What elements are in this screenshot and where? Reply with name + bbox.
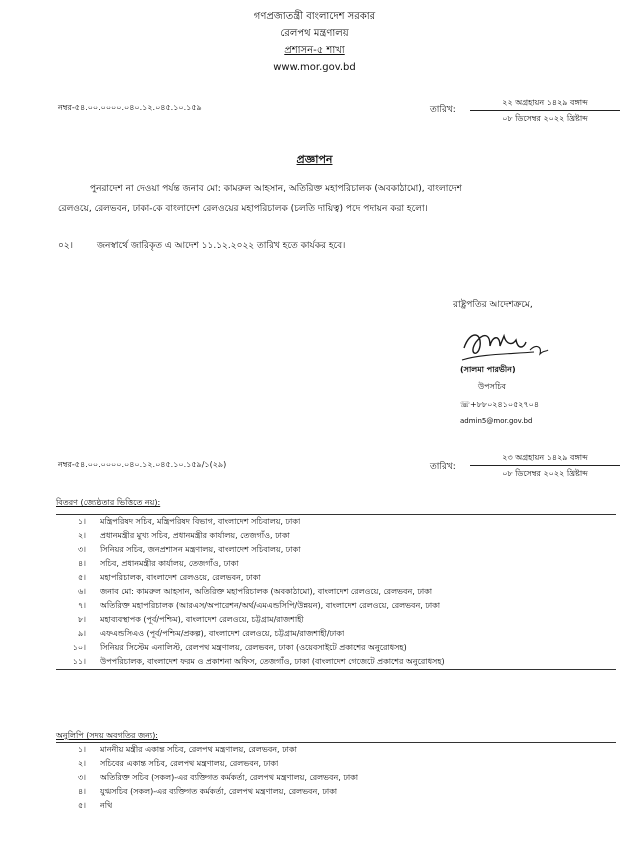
signatory-phone: ☏+৮৮০২৪১০৫২৭০৪ <box>460 400 540 409</box>
memo-date <box>470 97 620 124</box>
date-english-2: ০৮ ডিসেম্বর ২০২২ খ্রিষ্টাব্দ <box>470 465 620 479</box>
distribution-item <box>56 655 616 669</box>
distribution-item-text: প্রধানমন্ত্রীর মুখ্য সচিব, প্রধানমন্ত্রীর কার্যালয়, তেজগাঁও, ঢাকা <box>100 530 290 540</box>
distribution-item-number: ১। <box>77 516 86 526</box>
copy-item-number: ৩। <box>77 772 86 782</box>
distribution-item-text: মহাব্যবস্থাপক (পূর্ব/পশ্চিম), বাংলাদেশ রেলওয়ে, চট্টগ্রাম/রাজশাহী <box>100 614 304 624</box>
section-name: প্রশাসন-৫ শাখা <box>284 45 345 56</box>
distribution-item-number: ৫। <box>77 572 86 582</box>
signatory-name: (সালমা পারভীন) <box>460 365 516 374</box>
copy-item-text: যুগ্মসচিব (সকল)-এর ব্যক্তিগত কর্মকর্তা, রেলপথ মন্ত্রণালয়, রেলভবন, ঢাকা <box>100 786 338 796</box>
distribution-item <box>56 599 616 613</box>
distribution-item <box>56 529 616 543</box>
distribution-item <box>56 613 616 627</box>
copy-item-text: সচিবের একান্ত সচিব, রেলপথ মন্ত্রণালয়, রেলভবন, ঢাকা <box>100 758 279 768</box>
distribution-item <box>56 515 616 529</box>
memo-number: নম্বর-৫৪.০০.০০০০.০৪০.১২.০৪৫.১০.১৫৯ <box>58 103 202 112</box>
copy-item-text: অতিরিক্ত সচিব (সকল)-এর ব্যক্তিগত কর্মকর্তা, রেলপথ মন্ত্রণালয়, রেলভবন, ঢাকা <box>100 772 359 782</box>
copy-item <box>56 757 616 771</box>
body-para1-line1: পুনরাদেশ না দেওয়া পর্যন্ত জনাব মো: কামরুল আহসান, অতিরিক্ত মহাপরিচালক (অবকাঠামো), বাংলাদেশ <box>90 184 462 194</box>
copy-item <box>56 743 616 757</box>
distribution-item <box>56 585 616 599</box>
distribution-item-number: ৭। <box>77 600 86 610</box>
body-para2-number: ০২। <box>58 241 73 251</box>
date-label-2: তারিখ: <box>430 462 456 472</box>
distribution-item-text: সিনিয়র সিস্টেম এনালিস্ট, রেলপথ মন্ত্রণালয়, রেলভবন, ঢাকা (ওয়েবসাইটে প্রকাশের অনুরোধসহ) <box>100 642 407 652</box>
distribution-item <box>56 557 616 571</box>
distribution-item-number: ৪। <box>77 558 86 568</box>
distribution-item <box>56 543 616 557</box>
distribution-item-text: অতিরিক্ত মহাপরিচালক (আরএস/অপারেশন/অর্থ/এমএন্ডসিপি/উন্নয়ন), বাংলাদেশ রেলওয়ে, রেলভবন, ঢাকা <box>100 600 441 610</box>
date-label: তারিখ: <box>430 105 456 115</box>
copy-item <box>56 785 616 799</box>
date-english: ০৮ ডিসেম্বর ২০২২ খ্রিষ্টাব্দ <box>470 110 620 124</box>
copy-item <box>56 771 616 785</box>
copy-item-number: ২। <box>77 758 86 768</box>
body-para1-line2: রেলওয়ে, রেলভবন, ঢাকা-কে বাংলাদেশ রেলওয়ের মহাপরিচালক (চলতি দায়িত্ব) পদে পদায়ন করা হলো। <box>58 204 428 214</box>
distribution-item-number: ১১। <box>72 656 86 666</box>
distribution-item-number: ৯। <box>77 628 86 638</box>
website: www.mor.gov.bd <box>273 62 356 73</box>
signatory-designation: উপসচিব <box>478 382 507 391</box>
distribution-item-text: সচিব, প্রধানমন্ত্রীর কার্যালয়, তেজগাঁও, ঢাকা <box>100 558 239 568</box>
date-bangla: ২২ অগ্রহায়ন ১৪২৯ বঙ্গাব্দ <box>502 98 588 107</box>
copy-item <box>56 799 616 813</box>
distribution-item-text: মহাপরিচালক, বাংলাদেশ রেলওয়ে, রেলভবন, ঢাকা <box>100 572 261 582</box>
divider <box>56 669 616 670</box>
distribution-item-text: সিনিয়র সচিব, জনপ্রশাসন মন্ত্রণালয়, বাংলাদেশ সচিবালয়, ঢাকা <box>100 544 301 554</box>
distribution-item <box>56 627 616 641</box>
copy-item-number: ৫। <box>77 800 86 810</box>
copy-item-text: নথি <box>100 800 113 810</box>
copy-item-number: ৪। <box>77 786 86 796</box>
copies-rows <box>56 743 616 813</box>
distribution-item-text: মন্ত্রিপরিষদ সচিব, মন্ত্রিপরিষদ বিভাগ, বাংলাদেশ সচিবালয়, ঢাকা <box>100 516 301 526</box>
distribution-item-text: এফএন্ডসিএও (পূর্ব/পশ্চিম/প্রকল্প), বাংলাদেশ রেলওয়ে, চট্টগ্রাম/রাজশাহী/ঢাকা <box>100 628 345 638</box>
distribution-item-number: ৮। <box>77 614 86 624</box>
memo-number-2: নম্বর-৫৪.০০.০০০০.০৪০.১২.০৪৫.১০.১৫৯/১(২৯) <box>58 460 227 469</box>
memo-date-2 <box>470 452 620 479</box>
distribution-item <box>56 571 616 585</box>
distribution-item-number: ২। <box>77 530 86 540</box>
distribution-item-text: জনাব মো: কামরুল আহসান, অতিরিক্ত মহাপরিচালক (অবকাঠামো), বাংলাদেশ রেলওয়ে, রেলভবন, ঢাকা <box>100 586 433 596</box>
copy-item-number: ১। <box>77 744 86 754</box>
order-line: রাষ্ট্রপতির আদেশক্রমে, <box>453 300 533 310</box>
copies-heading: অনুলিপি (সদয় অবগতির জন্য): <box>56 731 159 740</box>
ministry-name: রেলপথ মন্ত্রণালয় <box>280 28 349 39</box>
date-bangla-2: ২৩ অগ্রহায়ন ১৪২৯ বঙ্গাব্দ <box>502 453 588 462</box>
notification-title: প্রজ্ঞাপন <box>296 153 333 166</box>
distribution-heading: বিতরণ (জ্যেষ্ঠতার ভিত্তিতে নয়): <box>56 498 161 507</box>
govt-name: গণপ্রজাতন্ত্রী বাংলাদেশ সরকার <box>253 11 376 22</box>
handwritten-signature <box>460 324 550 366</box>
signatory-email: admin5@mor.gov.bd <box>460 417 533 425</box>
distribution-item-number: ৬। <box>77 586 86 596</box>
distribution-item <box>56 641 616 655</box>
copies-list <box>56 742 616 813</box>
distribution-item-number: ৩। <box>77 544 86 554</box>
body-para2-text: জনস্বার্থে জারিকৃত এ আদেশ ১১.১২.২০২২ তারিখ হতে কার্যকর হবে। <box>97 241 346 251</box>
distribution-item-number: ১০। <box>72 642 86 652</box>
distribution-rows <box>56 515 616 669</box>
distribution-list <box>56 514 616 670</box>
copy-item-text: মাননীয় মন্ত্রীর একান্ত সচিব, রেলপথ মন্ত্রণালয়, রেলভবন, ঢাকা <box>100 744 297 754</box>
distribution-item-text: উপপরিচালক, বাংলাদেশ ফরম ও প্রকাশনা অফিস, তেজগাঁও, ঢাকা (বাংলাদেশ গেজেটে প্রকাশের অনুরোধসহ) <box>100 656 445 666</box>
